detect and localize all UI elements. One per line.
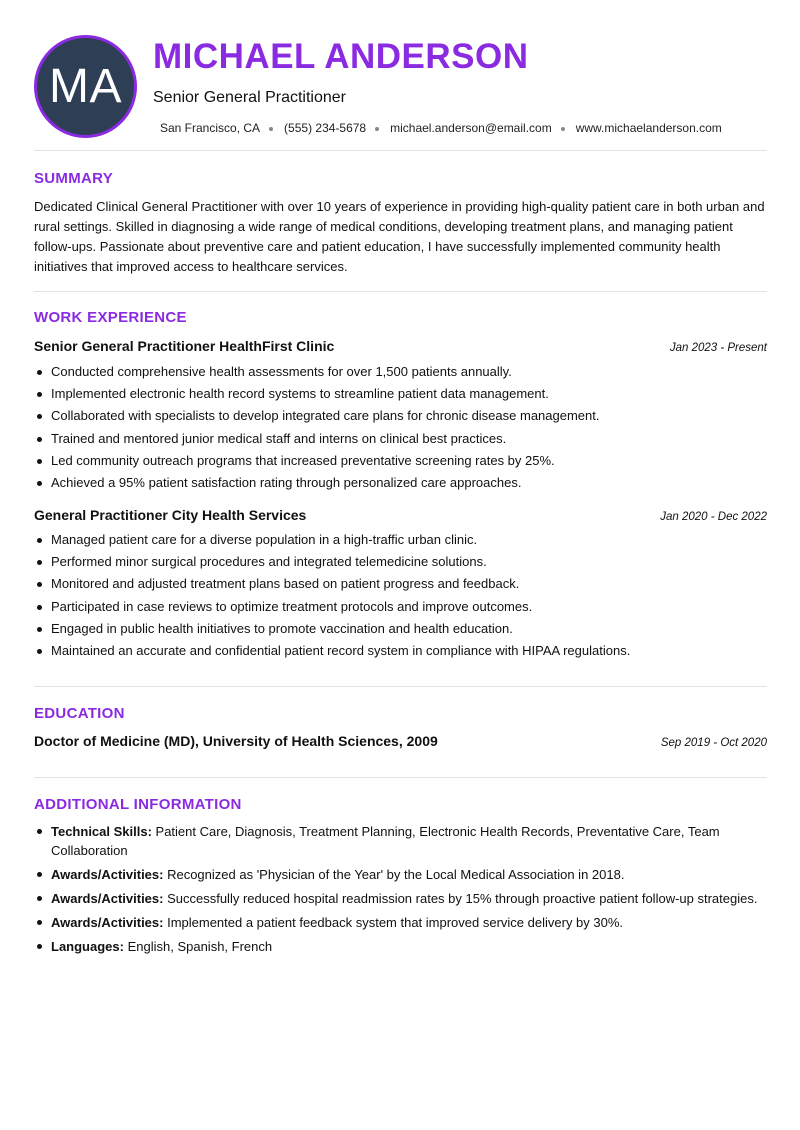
contact-phone: (555) 234-5678 — [284, 121, 367, 135]
contact-bar — [160, 121, 722, 135]
item-label: Awards/Activities: — [51, 891, 164, 906]
item-text: Recognized as 'Physician of the Year' by the Local Medical Association in 2018. — [163, 867, 625, 882]
job-bullets — [34, 363, 767, 496]
contact-separator — [269, 127, 273, 131]
contact-location: San Francisco, CA — [160, 121, 261, 135]
item-text: Patient Care, Diagnosis, Treatment Planning, Electronic Health Records, Preventative Care, Team Collaboration — [51, 824, 720, 858]
job-dates: Jan 2020 - Dec 2022 — [660, 511, 767, 523]
section-divider — [34, 150, 767, 151]
list-item: Maintained an accurate and confidential patient record system in compliance with HIPAA regulations. — [34, 642, 767, 664]
section-divider — [34, 291, 767, 292]
education-heading: EDUCATION — [34, 705, 125, 722]
avatar-initials: MA — [49, 60, 122, 113]
list-item: Participated in case reviews to optimize treatment protocols and improve outcomes. — [34, 598, 767, 620]
list-item — [34, 937, 767, 956]
list-item — [34, 822, 767, 860]
item-label: Awards/Activities: — [51, 915, 164, 930]
candidate-name: MICHAEL ANDERSON — [153, 37, 529, 76]
contact-separator — [375, 127, 379, 131]
summary-text: Dedicated Clinical General Practitioner with over 10 years of experience in providing high-quality patient care in both urban and rural settings. Skilled in diagnosing a wide range of medical conditions, developing treatment plans, and managing patient follow-ups. Passionate about preventive care and patient education, I have successfully implemented community health initiatives that improved access to healthcare services. — [34, 199, 765, 274]
list-item — [34, 865, 767, 884]
list-item: Engaged in public health initiatives to promote vaccination and health education. — [34, 620, 767, 642]
list-item: Achieved a 95% patient satisfaction rating through personalized care approaches. — [34, 474, 767, 496]
list-item: Managed patient care for a diverse population in a high-traffic urban clinic. — [34, 531, 767, 553]
list-item — [34, 889, 767, 908]
contact-email[interactable]: michael.anderson@email.com — [390, 121, 552, 135]
item-text: Implemented a patient feedback system that improved service delivery by 30%. — [163, 915, 624, 930]
contact-separator — [561, 127, 565, 131]
experience-heading: WORK EXPERIENCE — [34, 309, 187, 326]
job-role: General Practitioner City Health Services — [34, 507, 307, 523]
education-dates: Sep 2019 - Oct 2020 — [660, 737, 767, 749]
list-item: Performed minor surgical procedures and integrated telemedicine solutions. — [34, 553, 767, 575]
list-item: Collaborated with specialists to develop integrated care plans for chronic disease management. — [34, 407, 767, 429]
list-item: Implemented electronic health record systems to streamline patient data management. — [34, 385, 767, 407]
item-text: Successfully reduced hospital readmission rates by 15% through proactive patient follow-up strategies. — [163, 891, 758, 906]
job-role: Senior General Practitioner HealthFirst Clinic — [34, 338, 335, 354]
item-text: English, Spanish, French — [123, 939, 273, 954]
section-divider — [34, 686, 767, 687]
additional-heading: ADDITIONAL INFORMATION — [34, 796, 242, 813]
job-dates: Jan 2023 - Present — [669, 342, 767, 354]
education-entry — [34, 733, 767, 749]
job-header — [34, 507, 767, 523]
list-item: Monitored and adjusted treatment plans based on patient progress and feedback. — [34, 575, 767, 597]
job-header — [34, 338, 767, 354]
job-bullets — [34, 531, 767, 664]
list-item: Led community outreach programs that increased preventative screening rates by 25%. — [34, 452, 767, 474]
section-divider — [34, 777, 767, 778]
item-label: Awards/Activities: — [51, 867, 164, 882]
list-item: Trained and mentored junior medical staff and interns on clinical best practices. — [34, 430, 767, 452]
list-item — [34, 913, 767, 932]
additional-list — [34, 822, 767, 961]
education-degree: Doctor of Medicine (MD), University of Health Sciences, 2009 — [34, 733, 438, 749]
candidate-title: Senior General Practitioner — [153, 89, 346, 106]
list-item: Conducted comprehensive health assessments for over 1,500 patients annually. — [34, 363, 767, 385]
contact-website[interactable]: www.michaelanderson.com — [575, 121, 722, 135]
item-label: Technical Skills: — [51, 824, 152, 839]
avatar — [34, 35, 137, 138]
item-label: Languages: — [51, 939, 124, 954]
summary-heading: SUMMARY — [34, 170, 114, 187]
